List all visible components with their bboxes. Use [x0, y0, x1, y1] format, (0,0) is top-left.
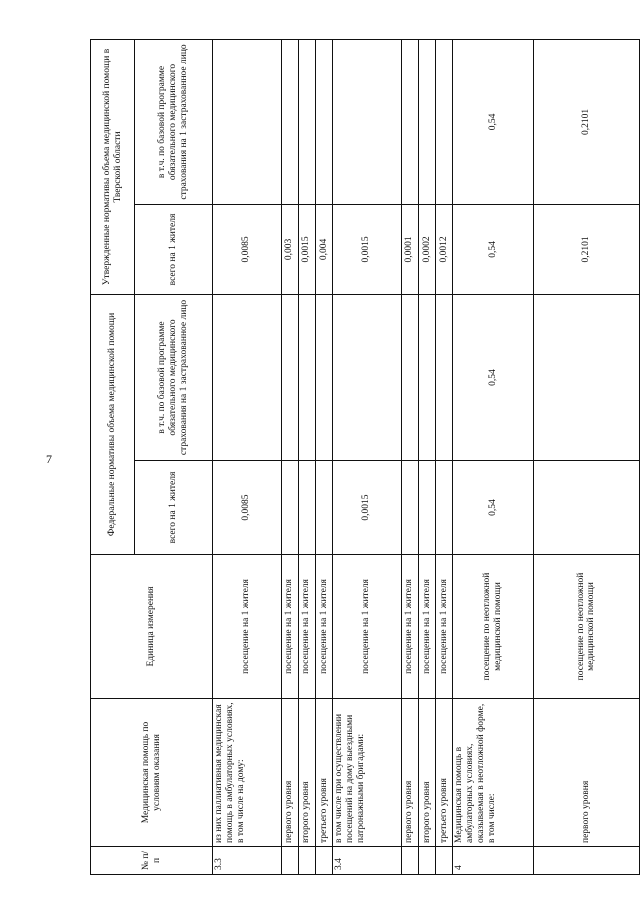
row-fed-total: 0,54 [453, 461, 534, 555]
row-fed-total [436, 461, 453, 555]
table-row [315, 39, 332, 874]
header-federal: Федеральные нормативы объема медицинской помощи [91, 294, 135, 554]
row-fed-total: 0,0085 [213, 461, 282, 555]
row-fed-total [533, 461, 639, 555]
header-federal-per-resident: всего на 1 жителя [135, 461, 213, 555]
row-fed-total: 0,0015 [333, 461, 402, 555]
header-approved-per-insured: в т.ч. по базовой программе обязательного медицинского страхования на 1 застрахованное лицо [135, 39, 213, 204]
row-unit: посещение на 1 жителя [315, 555, 332, 699]
row-app-total: 0,0012 [436, 204, 453, 294]
header-approved: Утвержденные нормативы объема медицинской помощи в Тверской области [91, 39, 135, 294]
table-row [213, 39, 282, 874]
row-app-oms [333, 39, 402, 204]
row-unit: посещение на 1 жителя [281, 555, 298, 699]
header-federal-per-insured: в т.ч. по базовой программе обязательного медицинского страхования на 1 застрахованное лицо [135, 294, 213, 460]
row-fed-oms [401, 294, 418, 460]
row-num [281, 847, 298, 875]
row-fed-total [281, 461, 298, 555]
rotated-table-container [90, 40, 640, 875]
header-approved-per-resident: всего на 1 жителя [135, 204, 213, 294]
row-app-oms [436, 39, 453, 204]
row-app-oms [213, 39, 282, 204]
table-row [401, 39, 418, 874]
row-num [401, 847, 418, 875]
table-row [281, 39, 298, 874]
row-care-type: из них паллиативная медицинская помощь в амбулаторных условиях, в том числе на дому: [213, 699, 282, 847]
row-fed-oms [315, 294, 332, 460]
row-care-type: первого уровня [401, 699, 418, 847]
table-row [298, 39, 315, 874]
row-fed-oms: 0,54 [453, 294, 534, 460]
table-row [436, 39, 453, 874]
table-row [453, 39, 534, 874]
row-num: 3.4 [333, 847, 402, 875]
row-num [436, 847, 453, 875]
normatives-table [90, 39, 640, 875]
row-fed-oms [213, 294, 282, 460]
row-care-type: первого уровня [533, 699, 639, 847]
header-unit: Единица измерения [91, 555, 213, 699]
row-unit: посещение на 1 жителя [298, 555, 315, 699]
row-care-type: второго уровня [298, 699, 315, 847]
row-unit: посещение на 1 жителя [436, 555, 453, 699]
row-num [298, 847, 315, 875]
row-app-total: 0,0085 [213, 204, 282, 294]
row-app-total: 0,004 [315, 204, 332, 294]
row-app-total: 0,2101 [533, 204, 639, 294]
row-fed-oms [418, 294, 435, 460]
row-fed-total [298, 461, 315, 555]
row-fed-oms [533, 294, 639, 460]
row-unit: посещение на 1 жителя [333, 555, 402, 699]
table-row [533, 39, 639, 874]
row-unit: посещение по неотложной медицинской помощи [533, 555, 639, 699]
row-fed-oms [436, 294, 453, 460]
row-fed-total [401, 461, 418, 555]
row-unit: посещение на 1 жителя [401, 555, 418, 699]
row-app-total: 0,0001 [401, 204, 418, 294]
row-fed-oms [298, 294, 315, 460]
row-app-oms [401, 39, 418, 204]
row-num [533, 847, 639, 875]
row-care-type: второго уровня [418, 699, 435, 847]
row-unit: посещение на 1 жителя [418, 555, 435, 699]
page-number: 7 [46, 452, 52, 466]
header-care-type: Медицинская помощь по условиям оказания [91, 699, 213, 847]
row-app-oms: 0,2101 [533, 39, 639, 204]
row-fed-total [418, 461, 435, 555]
row-fed-total [315, 461, 332, 555]
row-care-type: в том числе при осуществлении посещений на дому выездными патронажными бригадами: [333, 699, 402, 847]
row-fed-oms [333, 294, 402, 460]
row-unit: посещение на 1 жителя [213, 555, 282, 699]
row-care-type: третьего уровня [436, 699, 453, 847]
row-app-total: 0,0015 [298, 204, 315, 294]
row-care-type: Медицинская помощь в амбулаторных условиях, оказываемая в неотложной форме, в том числе: [453, 699, 534, 847]
row-app-total: 0,54 [453, 204, 534, 294]
row-num [418, 847, 435, 875]
row-app-total: 0,0015 [333, 204, 402, 294]
row-app-oms [298, 39, 315, 204]
row-app-oms [418, 39, 435, 204]
row-unit: посещение по неотложной медицинской помощи [453, 555, 534, 699]
row-app-oms [281, 39, 298, 204]
header-num: № п/п [91, 847, 213, 875]
row-app-oms: 0,54 [453, 39, 534, 204]
table-row [333, 39, 402, 874]
row-care-type: третьего уровня [315, 699, 332, 847]
row-care-type: первого уровня [281, 699, 298, 847]
table-row [418, 39, 435, 874]
row-fed-oms [281, 294, 298, 460]
row-num: 4 [453, 847, 534, 875]
row-app-total: 0,0002 [418, 204, 435, 294]
row-num [315, 847, 332, 875]
row-num: 3.3 [213, 847, 282, 875]
row-app-total: 0,003 [281, 204, 298, 294]
row-app-oms [315, 39, 332, 204]
